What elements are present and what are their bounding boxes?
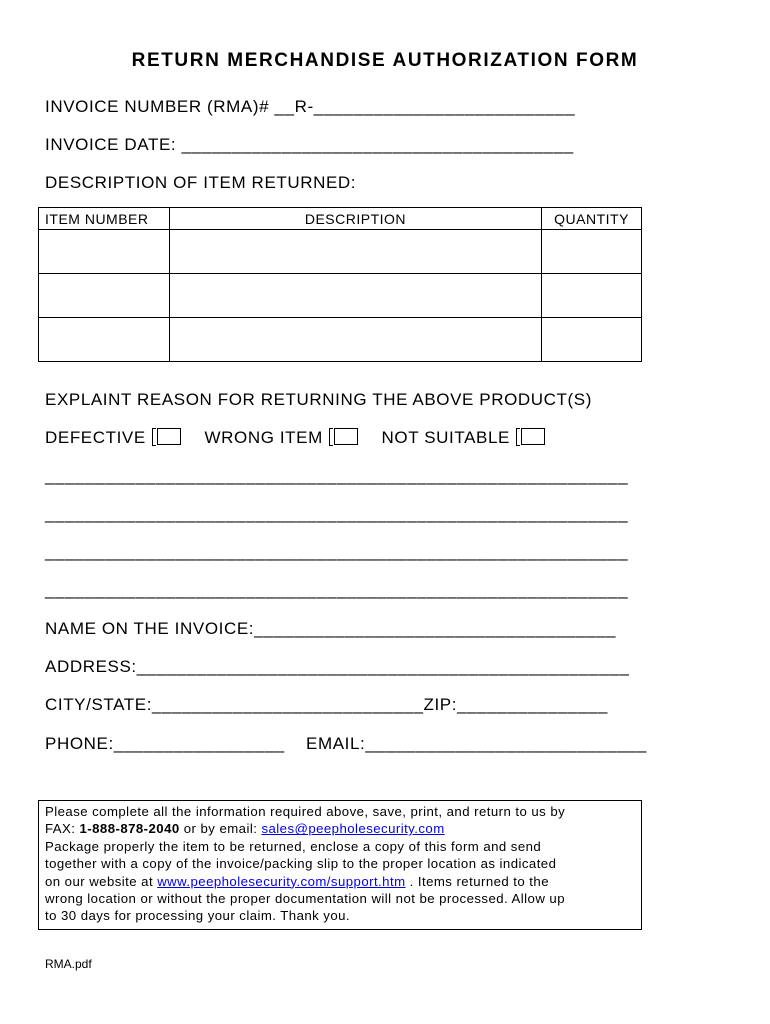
email-field[interactable]: EMAIL:____________________________ (306, 734, 647, 753)
table-row (39, 274, 642, 318)
description-cell[interactable] (169, 230, 541, 274)
column-header-description: DESCRIPTION (169, 208, 541, 230)
name-on-invoice-field[interactable]: NAME ON THE INVOICE:____________________________________ (45, 619, 617, 638)
invoice-number-blank: _________________________ (323, 97, 576, 116)
reason-line[interactable]: __________________________________________________________ (45, 466, 629, 485)
table-header-row (39, 208, 642, 230)
notice-line: to 30 days for processing your claim. Thank you. (45, 908, 351, 924)
defective-label: DEFECTIVE (45, 428, 146, 447)
invoice-date-field[interactable] (45, 135, 574, 155)
wrong-item-checkbox[interactable] (334, 428, 358, 445)
reason-line[interactable]: __________________________________________________________ (45, 580, 629, 599)
quantity-cell[interactable] (542, 274, 642, 318)
website-suffix: . Items returned to the (405, 873, 549, 889)
address-field[interactable]: ADDRESS:_________________________________________________ (45, 657, 630, 676)
file-name-footer: RMA.pdf (45, 957, 92, 971)
not-suitable-label: NOT SUITABLE (381, 428, 510, 447)
quantity-cell[interactable] (542, 230, 642, 274)
phone-field[interactable]: PHONE:_________________ (45, 734, 285, 753)
notice-line: Package properly the item to be returned, enclose a copy of this form and send (45, 838, 542, 854)
form-title: RETURN MERCHANDISE AUTHORIZATION FORM (131, 50, 639, 71)
invoice-date-label: INVOICE DATE: (45, 135, 182, 154)
item-number-cell[interactable] (39, 318, 170, 362)
support-website-link[interactable]: www.peepholesecurity.com/support.htm (157, 873, 406, 889)
notice-line (45, 873, 635, 890)
notice-line: wrong location or without the proper documentation will not be processed. Allow up (45, 891, 565, 907)
wrong-item-label: WRONG ITEM (204, 428, 323, 447)
reason-line[interactable]: __________________________________________________________ (45, 542, 629, 561)
invoice-number-field[interactable] (45, 97, 575, 117)
table-row (39, 318, 642, 362)
invoice-date-blank: _______________________________________ (181, 135, 574, 154)
table-row (39, 230, 642, 274)
notice-line (45, 820, 635, 837)
notice-line: together with a copy of the invoice/packing slip to the proper location as indicated (45, 856, 557, 872)
reason-options (45, 428, 545, 448)
quantity-cell[interactable] (542, 318, 642, 362)
not-suitable-checkbox[interactable] (521, 428, 545, 445)
invoice-number-value: R-_ (294, 97, 324, 116)
column-header-item-number: ITEM NUMBER (39, 208, 170, 230)
item-number-cell[interactable] (39, 230, 170, 274)
fax-number: 1-888-878-2040 (79, 821, 180, 837)
description-heading: DESCRIPTION OF ITEM RETURNED: (45, 173, 357, 192)
website-prefix: on our website at (45, 873, 158, 889)
fax-prefix: FAX: (45, 821, 80, 837)
email-prefix: or by email: (179, 821, 262, 837)
instructions-notice (38, 800, 642, 930)
column-header-quantity: QUANTITY (542, 208, 642, 230)
notice-line: Please complete all the information required above, save, print, and return to us by (45, 804, 566, 819)
items-table (38, 207, 642, 362)
reason-line[interactable]: __________________________________________________________ (45, 504, 629, 523)
invoice-number-label: INVOICE NUMBER (RMA)# __ (45, 97, 295, 116)
description-cell[interactable] (169, 274, 541, 318)
sales-email-link[interactable]: sales@peepholesecurity.com (261, 821, 445, 837)
item-number-cell[interactable] (39, 274, 170, 318)
reason-heading: EXPLAINT REASON FOR RETURNING THE ABOVE PRODUCT(S) (45, 390, 593, 409)
defective-checkbox[interactable] (157, 428, 181, 445)
city-state-zip-field[interactable]: CITY/STATE:___________________________ZIP:_______________ (45, 695, 608, 714)
description-cell[interactable] (169, 318, 541, 362)
